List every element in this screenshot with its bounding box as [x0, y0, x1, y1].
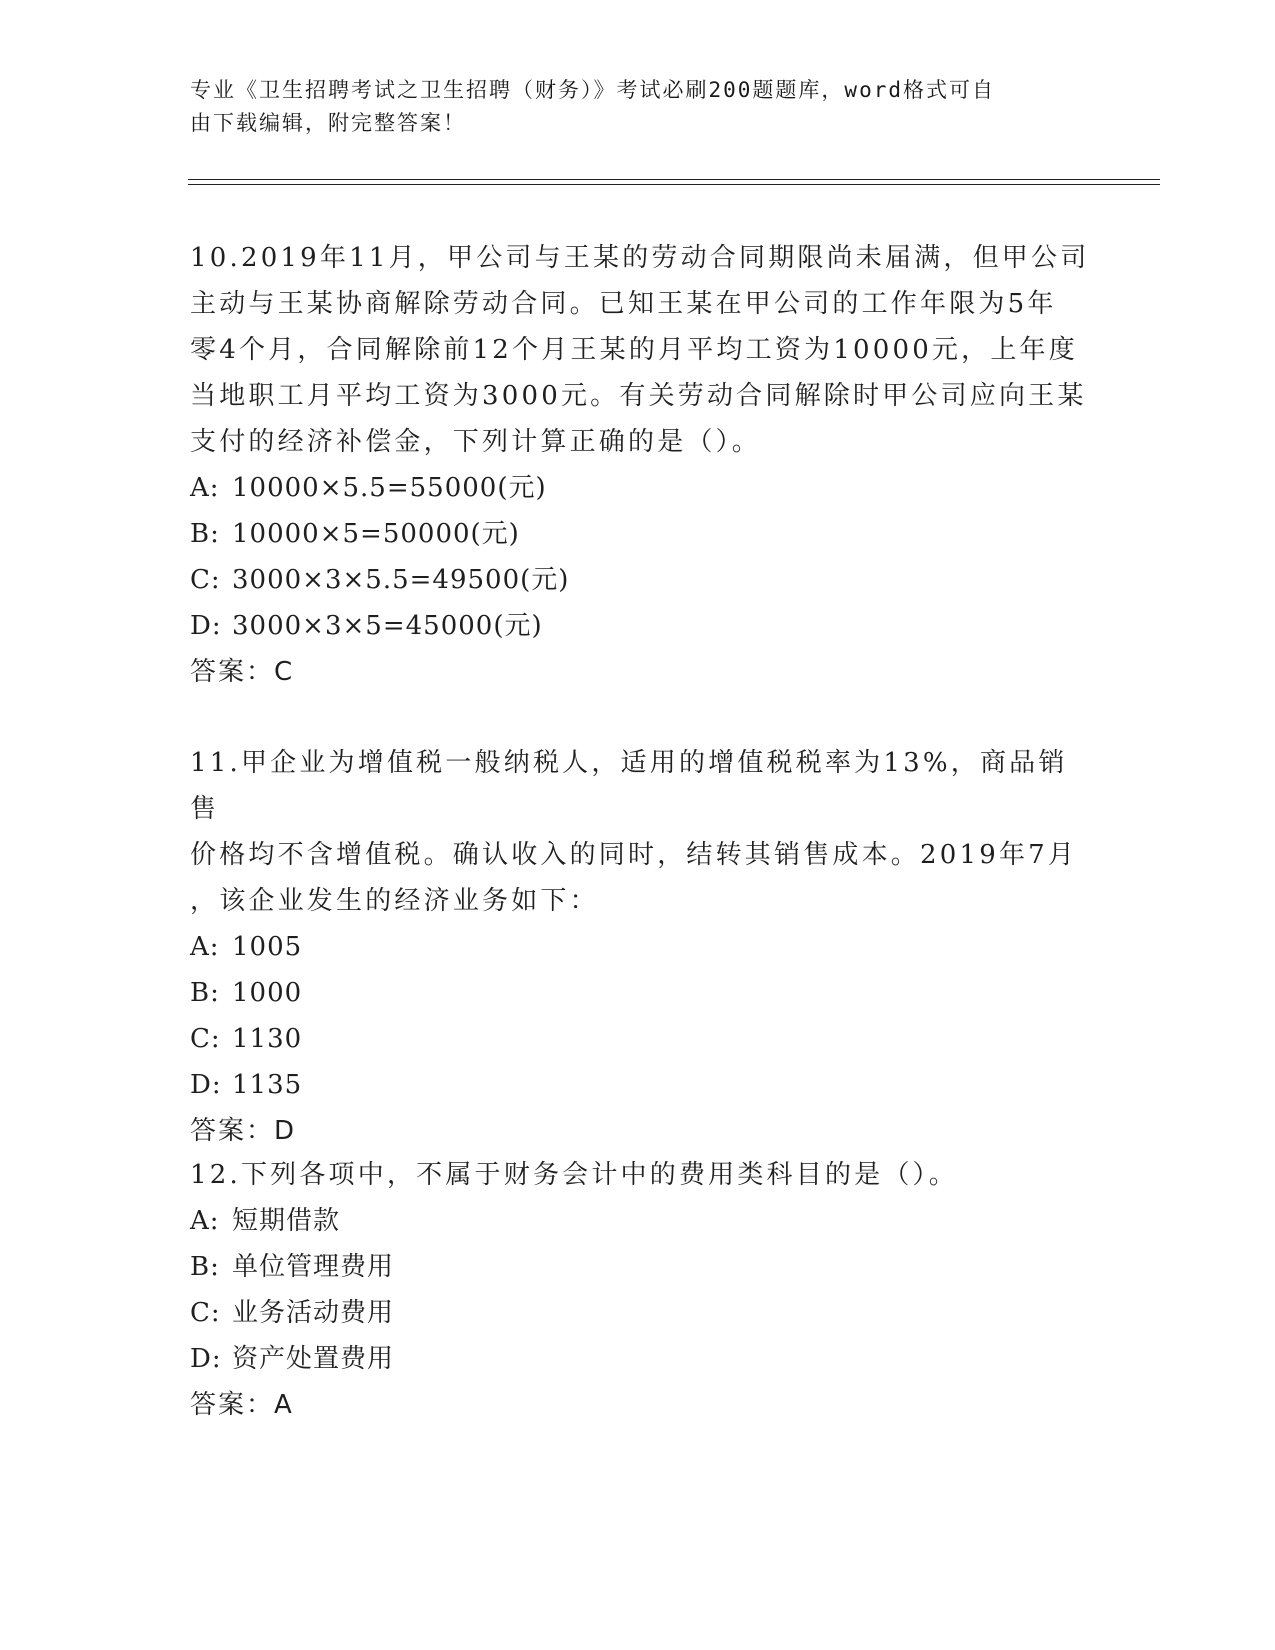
option-key: C: [190, 1024, 221, 1054]
option-d [190, 603, 1090, 649]
option-text: 业务活动费用 [232, 1298, 395, 1328]
question-line: 主动与王某协商解除劳动合同。已知王某在甲公司的工作年限为5年 [190, 289, 1057, 319]
question-line: 零4个月，合同解除前12个月王某的月平均工资为10000元，上年度 [190, 335, 1078, 365]
option-text: 10000×5.5=55000(元) [232, 473, 547, 503]
option-key: A: [190, 473, 220, 503]
question-line: 10.2019年11月，甲公司与王某的劳动合同期限尚未届满，但甲公司 [190, 243, 1090, 273]
answer: 答案：A [190, 1390, 294, 1420]
option-b [190, 970, 1090, 1016]
option-key: C: [190, 565, 221, 595]
question-line: 价格均不含增值税。确认收入的同时，结转其销售成本。2019年7月 [190, 840, 1078, 870]
option-key: A: [190, 932, 220, 962]
option-key: C: [190, 1298, 221, 1328]
option-key: D: [190, 1344, 222, 1374]
option-a [190, 924, 1090, 970]
option-text: 1135 [232, 1070, 303, 1100]
option-text: 3000×3×5.5=49500(元) [232, 565, 570, 595]
option-b [190, 1244, 1090, 1290]
option-c [190, 557, 1090, 603]
option-text: 1130 [232, 1024, 303, 1054]
option-text: 短期借款 [232, 1206, 341, 1236]
answer: 答案：C [190, 657, 295, 687]
header-line-1: 专业《卫生招聘考试之卫生招聘（财务）》考试必刷200题题库，word格式可自 [190, 78, 995, 102]
option-key: D: [190, 611, 222, 641]
question-line: ，该企业发生的经济业务如下： [190, 886, 599, 916]
document-header [190, 74, 1090, 140]
option-key: B: [190, 1252, 220, 1282]
option-key: B: [190, 978, 220, 1008]
option-b [190, 511, 1090, 557]
question-line: 当地职工月平均工资为3000元。有关劳动合同解除时甲公司应向王某 [190, 381, 1087, 411]
option-key: A: [190, 1206, 220, 1236]
header-divider-top [188, 179, 1160, 180]
question-line: 11.甲企业为增值税一般纳税人，适用的增值税税率为13%，商品销售 [190, 748, 1068, 824]
option-text: 3000×3×5=45000(元) [232, 611, 543, 641]
option-key: B: [190, 519, 220, 549]
option-text: 1000 [232, 978, 303, 1008]
option-key: D: [190, 1070, 222, 1100]
option-d [190, 1062, 1090, 1108]
option-a [190, 465, 1090, 511]
question-block [190, 1152, 1090, 1428]
answer: 答案：D [190, 1116, 297, 1146]
option-text: 资产处置费用 [232, 1344, 395, 1374]
option-c [190, 1290, 1090, 1336]
option-text: 10000×5=50000(元) [232, 519, 520, 549]
option-text: 单位管理费用 [232, 1252, 395, 1282]
option-d [190, 1336, 1090, 1382]
question-block [190, 740, 1090, 1154]
option-a [190, 1198, 1090, 1244]
question-block [190, 235, 1090, 695]
header-line-2: 由下载编辑，附完整答案！ [190, 111, 466, 135]
question-line: 支付的经济补偿金，下列计算正确的是（）。 [190, 427, 762, 457]
option-text: 1005 [232, 932, 303, 962]
option-c [190, 1016, 1090, 1062]
question-line: 12.下列各项中，不属于财务会计中的费用类科目的是（）。 [190, 1160, 958, 1190]
header-divider-bottom [188, 184, 1160, 185]
